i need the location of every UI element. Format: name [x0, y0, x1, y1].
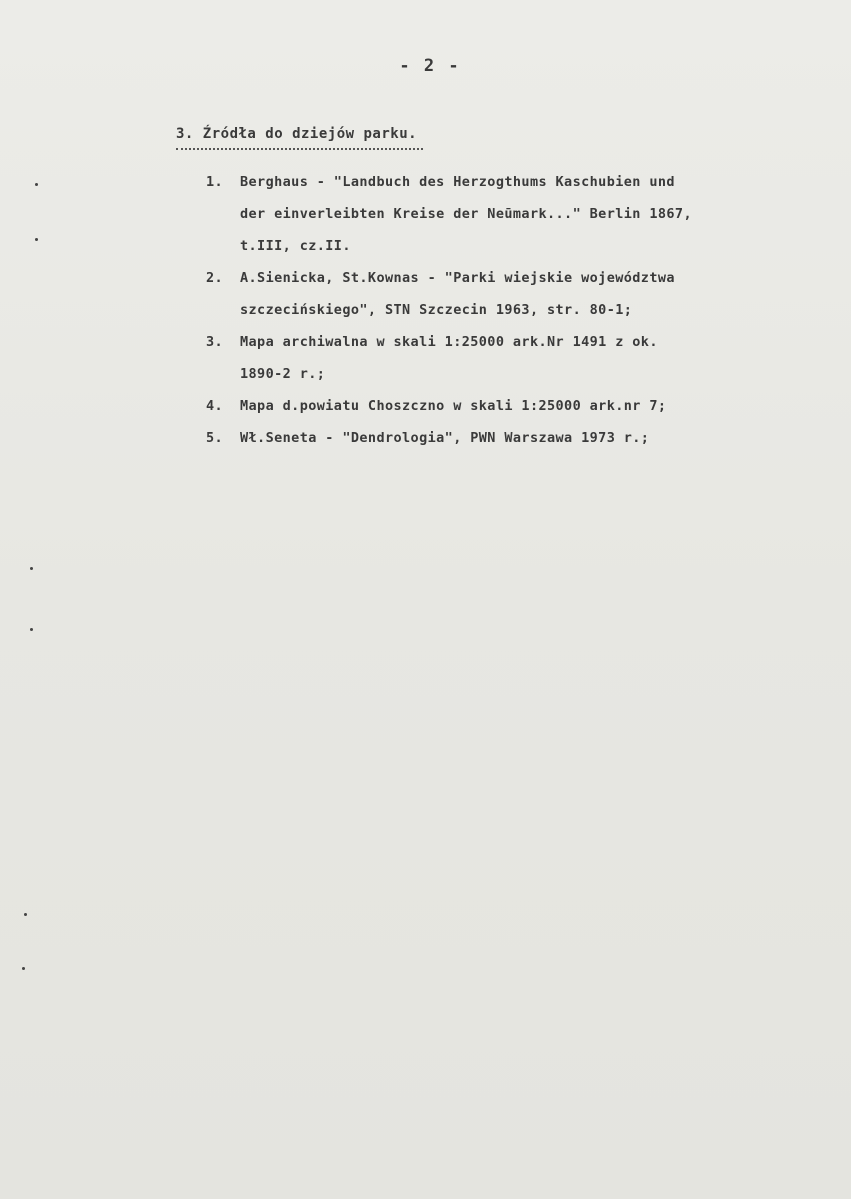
reference-line: 1890-2 r.; [240, 366, 326, 382]
punch-mark [35, 183, 38, 186]
punch-mark [24, 913, 27, 916]
reference-item [206, 390, 806, 422]
reference-number: 1. [206, 174, 224, 190]
reference-line: der einverleibten Kreise der Neūmark..." Berlin 1867, [240, 206, 692, 222]
section-heading [176, 126, 417, 142]
reference-line: Berghaus - "Landbuch des Herzogthums Kaschubien und [240, 174, 675, 190]
reference-line: szczecińskiego", STN Szczecin 1963, str. 80-1; [240, 302, 633, 318]
page-number: - 2 - [399, 56, 461, 76]
punch-mark [22, 967, 25, 970]
reference-list [206, 166, 806, 454]
reference-line: Mapa d.powiatu Choszczno w skali 1:25000 ark.nr 7; [240, 398, 667, 414]
reference-number: 5. [206, 430, 224, 446]
reference-number: 4. [206, 398, 224, 414]
punch-mark [30, 628, 33, 631]
punch-mark [35, 238, 38, 241]
heading-underline [176, 148, 423, 150]
reference-line: Mapa archiwalna w skali 1:25000 ark.Nr 1491 z ok. [240, 334, 658, 350]
reference-number: 3. [206, 334, 224, 350]
reference-line: Wł.Seneta - "Dendrologia", PWN Warszawa 1973 r.; [240, 430, 650, 446]
reference-item [206, 326, 806, 390]
punch-mark [30, 567, 33, 570]
section-heading-text: 3. Źródła do dziejów parku. [176, 126, 418, 142]
reference-line: t.III, cz.II. [240, 238, 351, 254]
reference-number: 2. [206, 270, 224, 286]
reference-line: A.Sienicka, St.Kownas - "Parki wiejskie województwa [240, 270, 675, 286]
reference-item [206, 262, 806, 326]
reference-item [206, 422, 806, 454]
reference-item [206, 166, 806, 262]
